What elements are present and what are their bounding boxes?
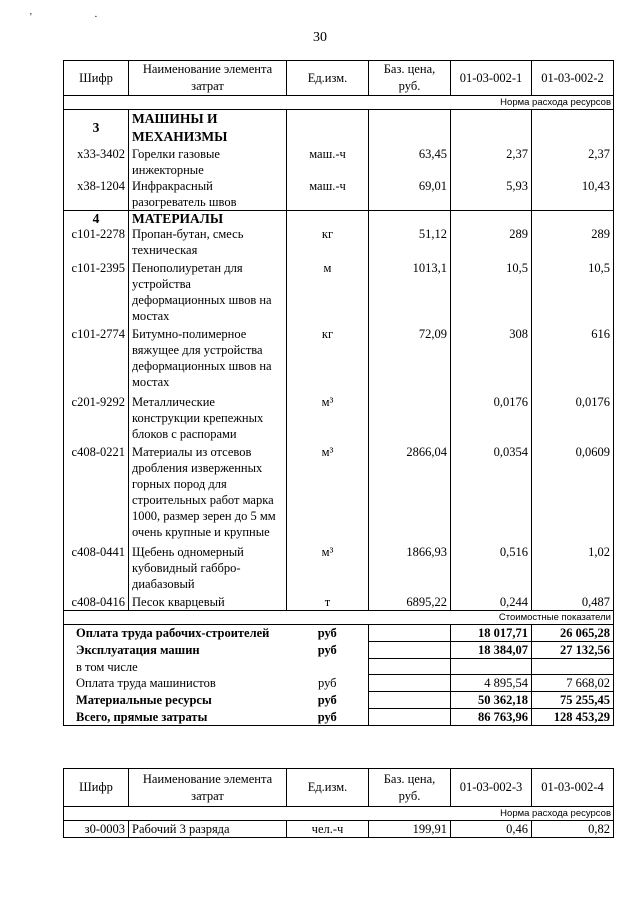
item-price: 1013,1 (369, 260, 451, 326)
table-row (64, 444, 614, 544)
table-row (64, 326, 614, 394)
item-value-1: 0,46 (451, 821, 532, 838)
item-value-1: 0,244 (451, 594, 532, 611)
item-value-1: 0,516 (451, 544, 532, 594)
item-unit: м³ (287, 544, 369, 594)
item-value-2: 2,37 (532, 146, 614, 178)
summary-unit: руб (317, 642, 337, 657)
norm-note: Норма расхода ресурсов (64, 96, 614, 110)
summary-value-2: 7 668,02 (532, 675, 614, 692)
item-name: Материалы из отсевов дробления изверженных горных пород для строительных работ марка 1000, размер зерен до 5 мм очень крупные и крупные (129, 444, 287, 544)
item-unit: м (287, 260, 369, 326)
item-value-1: 10,5 (451, 260, 532, 326)
table-row (64, 821, 614, 838)
item-value-1: 0,0354 (451, 444, 532, 544)
table-row (64, 394, 614, 444)
summary-row (64, 692, 614, 709)
scan-specks: ' · (30, 12, 128, 23)
item-price: 2866,04 (369, 444, 451, 544)
summary-value-2: 26 065,28 (532, 625, 614, 642)
section-number: 3 (64, 110, 129, 147)
summary-label: в том числе (64, 659, 287, 675)
item-price: 1866,93 (369, 544, 451, 594)
summary-unit: руб (287, 709, 369, 726)
summary-label: Оплата труда машинистов (64, 675, 287, 692)
summary-value-1: 18 384,07 (451, 642, 532, 659)
header-name: Наименование элемента затрат (129, 61, 287, 96)
item-code: с101-2395 (64, 260, 129, 326)
blank-cell (287, 110, 369, 147)
item-name: Металлические конструкции крепежных блоков с распорами (129, 394, 287, 444)
blank-cell (287, 211, 369, 227)
summary-unit: руб (317, 692, 337, 707)
summary-value-1: 86 763,96 (451, 709, 532, 726)
header2-unit: Ед.изм. (287, 769, 369, 807)
summary-value-1: 4 895,54 (451, 675, 532, 692)
item-name: Горелки газовые инжекторные (129, 146, 287, 178)
summary-unit (287, 659, 369, 675)
blank-cell (369, 110, 451, 147)
section-row (64, 211, 614, 227)
item-unit: кг (287, 226, 369, 260)
item-value-2: 616 (532, 326, 614, 394)
summary-value-1 (451, 659, 532, 675)
table-row (64, 544, 614, 594)
item-unit: кг (287, 326, 369, 394)
item-name: Песок кварцевый (129, 594, 287, 611)
item-price: 72,09 (369, 326, 451, 394)
item-name: Рабочий 3 разряда (129, 821, 287, 838)
blank-cell (369, 659, 451, 675)
blank-cell (369, 642, 451, 659)
item-unit: т (287, 594, 369, 611)
blank-cell (369, 625, 451, 642)
header-col1: 01-03-002-1 (451, 61, 532, 96)
item-value-2: 10,5 (532, 260, 614, 326)
blank-cell (369, 709, 451, 726)
item-code: с408-0221 (64, 444, 129, 544)
item-code: с408-0416 (64, 594, 129, 611)
summary-unit: руб (317, 626, 337, 640)
item-unit: чел.-ч (287, 821, 369, 838)
item-code: х33-3402 (64, 146, 129, 178)
item-name: Пропан-бутан, смесь техническая (129, 226, 287, 260)
summary-value-2: 27 132,56 (532, 642, 614, 659)
cost-note: Стоимостные показатели (64, 611, 614, 625)
item-code: с101-2278 (64, 226, 129, 260)
header2-col1: 01-03-002-3 (451, 769, 532, 807)
table-row (64, 146, 614, 178)
summary-row (64, 625, 614, 642)
blank-cell (451, 211, 532, 227)
table-body (64, 110, 614, 726)
table-row (64, 260, 614, 326)
blank-cell (532, 110, 614, 147)
item-price: 69,01 (369, 178, 451, 211)
norm-note-2: Норма расхода ресурсов (64, 807, 614, 821)
item-value-2: 0,82 (532, 821, 614, 838)
item-name: Щебень одномерный кубовидный габбро-диабазовый (129, 544, 287, 594)
summary-value-2 (532, 659, 614, 675)
item-code: с201-9292 (64, 394, 129, 444)
item-price: 6895,22 (369, 594, 451, 611)
summary-value-1: 18 017,71 (451, 625, 532, 642)
header-code: Шифр (64, 61, 129, 96)
section-row (64, 110, 614, 147)
section-title: МАТЕРИАЛЫ (129, 211, 287, 227)
item-name: Битумно-полимерное вяжущее для устройства деформационных швов на мостах (129, 326, 287, 394)
item-value-1: 2,37 (451, 146, 532, 178)
summary-label: Оплата труда рабочих-строителей (64, 625, 287, 642)
item-price: 199,91 (369, 821, 451, 838)
item-value-2: 10,43 (532, 178, 614, 211)
item-unit: м³ (287, 444, 369, 544)
header-col2: 01-03-002-2 (532, 61, 614, 96)
summary-unit: руб (317, 675, 337, 690)
blank-cell (369, 211, 451, 227)
header2-price: Баз. цена, руб. (369, 769, 451, 807)
summary-value-1: 50 362,18 (451, 692, 532, 709)
item-value-2: 0,487 (532, 594, 614, 611)
blank-cell (369, 675, 451, 692)
blank-cell (451, 110, 532, 147)
resource-table-2 (63, 768, 614, 838)
table-row (64, 594, 614, 611)
item-code: с408-0441 (64, 544, 129, 594)
item-value-1: 308 (451, 326, 532, 394)
blank-cell (532, 211, 614, 227)
summary-label: Эксплуатация машин (64, 642, 287, 659)
table-row (64, 226, 614, 260)
resource-table-1 (63, 60, 614, 726)
item-price: 51,12 (369, 226, 451, 260)
header-unit: Ед.изм. (287, 61, 369, 96)
section-number: 4 (64, 211, 129, 227)
header2-name: Наименование элемента затрат (129, 769, 287, 807)
summary-row (64, 642, 614, 659)
table-body-2 (64, 821, 614, 838)
page-number: 30 (313, 30, 327, 45)
item-value-2: 0,0609 (532, 444, 614, 544)
item-unit: маш.-ч (287, 178, 369, 211)
summary-row (64, 709, 614, 726)
item-price (369, 394, 451, 444)
cost-note-row (64, 611, 614, 625)
item-name: Инфракрасный разогреватель швов (129, 178, 287, 211)
header-price: Баз. цена, руб. (369, 61, 451, 96)
item-value-1: 0,0176 (451, 394, 532, 444)
header2-col2: 01-03-002-4 (532, 769, 614, 807)
table-row (64, 178, 614, 211)
item-value-2: 289 (532, 226, 614, 260)
item-price: 63,45 (369, 146, 451, 178)
item-name: Пенополиуретан для устройства деформационных швов на мостах (129, 260, 287, 326)
summary-label: Всего, прямые затраты (64, 709, 287, 726)
item-code: с101-2774 (64, 326, 129, 394)
item-value-1: 5,93 (451, 178, 532, 211)
blank-cell (369, 692, 451, 709)
summary-row (64, 659, 614, 675)
section-title: МАШИНЫ И МЕХАНИЗМЫ (129, 110, 287, 147)
item-value-2: 1,02 (532, 544, 614, 594)
header2-code: Шифр (64, 769, 129, 807)
item-unit: м³ (287, 394, 369, 444)
item-code: з0-0003 (64, 821, 129, 838)
item-value-1: 289 (451, 226, 532, 260)
summary-label: Материальные ресурсы (64, 692, 287, 709)
item-unit: маш.-ч (287, 146, 369, 178)
summary-value-2: 75 255,45 (532, 692, 614, 709)
summary-value-2: 128 453,29 (532, 709, 614, 726)
item-value-2: 0,0176 (532, 394, 614, 444)
item-code: х38-1204 (64, 178, 129, 211)
summary-row (64, 675, 614, 692)
